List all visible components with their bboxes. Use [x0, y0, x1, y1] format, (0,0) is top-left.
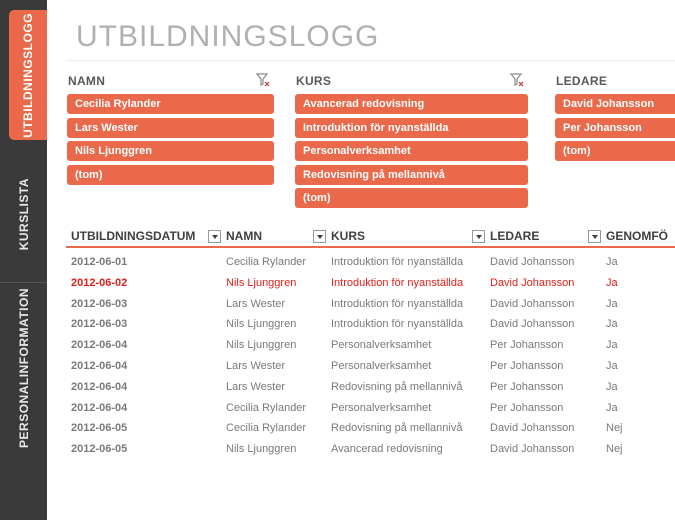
cell-name: Lars Wester — [226, 380, 286, 393]
filter-dropdown-icon[interactable] — [208, 230, 221, 243]
cell-course: Introduktion för nyanställda — [331, 297, 464, 310]
cell-date: 2012-06-04 — [71, 339, 128, 352]
slicer-title: NAMN — [68, 74, 106, 88]
cell-course: Personalverksamhet — [331, 339, 432, 352]
cell-completed: Ja — [606, 339, 618, 352]
slicer-item-david-johansson[interactable]: David Johansson — [555, 94, 675, 114]
slicer-title: KURS — [296, 74, 332, 88]
cell-completed: Ja — [606, 401, 618, 414]
tab-kurslista[interactable] — [0, 158, 47, 270]
cell-name: Cecilia Rylander — [226, 422, 307, 435]
cell-name: Nils Ljunggren — [226, 339, 297, 352]
table-row[interactable] — [66, 377, 675, 398]
filter-dropdown-icon[interactable] — [472, 230, 485, 243]
cell-completed: Ja — [606, 276, 618, 289]
cell-leader: Per Johansson — [490, 380, 564, 393]
cell-date: 2012-06-03 — [71, 318, 128, 331]
tab-label: UTBILDNINGSLOGG — [21, 12, 35, 138]
cell-leader: David Johansson — [490, 276, 575, 289]
cell-name: Nils Ljunggren — [226, 443, 297, 456]
slicer-title: LEDARE — [556, 74, 608, 88]
column-header-genomford: GENOMFÖ — [606, 229, 668, 243]
cell-completed: Nej — [606, 443, 623, 456]
cell-course: Personalverksamhet — [331, 359, 432, 372]
table-header — [66, 226, 675, 248]
slicer-item-nils-ljunggren[interactable]: Nils Ljunggren — [67, 141, 274, 161]
cell-completed: Ja — [606, 297, 618, 310]
cell-leader: David Johansson — [490, 422, 575, 435]
slicer-item-tom[interactable]: (tom) — [555, 141, 675, 161]
cell-date: 2012-06-04 — [71, 401, 128, 414]
table-row[interactable] — [66, 356, 675, 377]
cell-leader: David Johansson — [490, 443, 575, 456]
slicer-item-tom[interactable]: (tom) — [295, 188, 528, 208]
page-title: UTBILDNINGSLOGG — [76, 20, 380, 53]
table-row[interactable] — [66, 252, 675, 273]
cell-completed: Ja — [606, 380, 618, 393]
cell-name: Nils Ljunggren — [226, 318, 297, 331]
slicer-namn — [67, 68, 274, 188]
slicer-item-avancerad-redovisning[interactable]: Avancerad redovisning — [295, 94, 528, 114]
cell-leader: Per Johansson — [490, 401, 564, 414]
clear-filter-icon[interactable] — [255, 72, 271, 88]
slicer-kurs — [295, 68, 528, 212]
column-header-kurs: KURS — [331, 229, 366, 243]
table-row[interactable] — [66, 398, 675, 419]
tab-utbildningslogg[interactable] — [9, 10, 47, 140]
table-row[interactable] — [66, 314, 675, 335]
cell-course: Introduktion för nyanställda — [331, 256, 464, 268]
slicer-item-introduktion[interactable]: Introduktion för nyanställda — [295, 118, 528, 138]
cell-date: 2012-06-04 — [71, 359, 128, 372]
cell-completed: Ja — [606, 359, 618, 372]
slicer-item-lars-wester[interactable]: Lars Wester — [67, 118, 274, 138]
slicer-header — [555, 68, 675, 94]
clear-filter-icon[interactable] — [509, 72, 525, 88]
slicer-item-cecilia-rylander[interactable]: Cecilia Rylander — [67, 94, 274, 114]
sheet-tab-rail — [0, 0, 47, 520]
cell-completed: Nej — [606, 422, 623, 435]
cell-date: 2012-06-01 — [71, 256, 128, 268]
cell-name: Cecilia Rylander — [226, 256, 307, 268]
title-divider — [66, 60, 675, 61]
training-log-table — [66, 226, 675, 460]
cell-leader: David Johansson — [490, 318, 575, 331]
cell-course: Introduktion för nyanställda — [331, 276, 464, 289]
cell-date: 2012-06-04 — [71, 380, 128, 393]
cell-name: Cecilia Rylander — [226, 401, 307, 414]
slicer-header — [67, 68, 274, 94]
tab-personalinformation[interactable] — [0, 282, 47, 452]
cell-course: Introduktion för nyanställda — [331, 318, 464, 331]
table-row[interactable] — [66, 439, 675, 460]
cell-name: Lars Wester — [226, 359, 286, 372]
cell-leader: David Johansson — [490, 256, 575, 268]
tab-label: PERSONALINFORMATION — [16, 287, 31, 448]
slicer-header — [295, 68, 528, 94]
cell-leader: Per Johansson — [490, 339, 564, 352]
cell-course: Personalverksamhet — [331, 401, 432, 414]
cell-date: 2012-06-05 — [71, 443, 128, 456]
tab-label: KURSLISTA — [16, 177, 31, 251]
cell-course: Redovisning på mellannivå — [331, 380, 463, 393]
cell-leader: David Johansson — [490, 297, 575, 310]
cell-completed: Ja — [606, 318, 618, 331]
column-header-namn: NAMN — [226, 229, 262, 243]
cell-name: Nils Ljunggren — [226, 276, 297, 289]
table-row[interactable] — [66, 273, 675, 294]
cell-course: Avancerad redovisning — [331, 443, 443, 456]
slicer-item-personalverksamhet[interactable]: Personalverksamhet — [295, 141, 528, 161]
column-header-datum: UTBILDNINGSDATUM — [71, 229, 196, 243]
table-row[interactable] — [66, 294, 675, 315]
table-row[interactable] — [66, 418, 675, 439]
filter-dropdown-icon[interactable] — [313, 230, 326, 243]
table-row[interactable] — [66, 335, 675, 356]
slicer-ledare — [555, 68, 675, 165]
filter-dropdown-icon[interactable] — [588, 230, 601, 243]
cell-course: Redovisning på mellannivå — [331, 422, 463, 435]
cell-date: 2012-06-02 — [71, 276, 128, 289]
cell-date: 2012-06-03 — [71, 297, 128, 310]
table-body — [66, 252, 675, 460]
cell-name: Lars Wester — [226, 297, 286, 310]
slicer-item-tom[interactable]: (tom) — [67, 165, 274, 185]
cell-date: 2012-06-05 — [71, 422, 128, 435]
column-header-ledare: LEDARE — [490, 229, 540, 243]
slicer-item-redovisning-mellanniva[interactable]: Redovisning på mellannivå — [295, 165, 528, 185]
slicer-item-per-johansson[interactable]: Per Johansson — [555, 118, 675, 138]
cell-completed: Ja — [606, 256, 618, 268]
cell-leader: Per Johansson — [490, 359, 564, 372]
